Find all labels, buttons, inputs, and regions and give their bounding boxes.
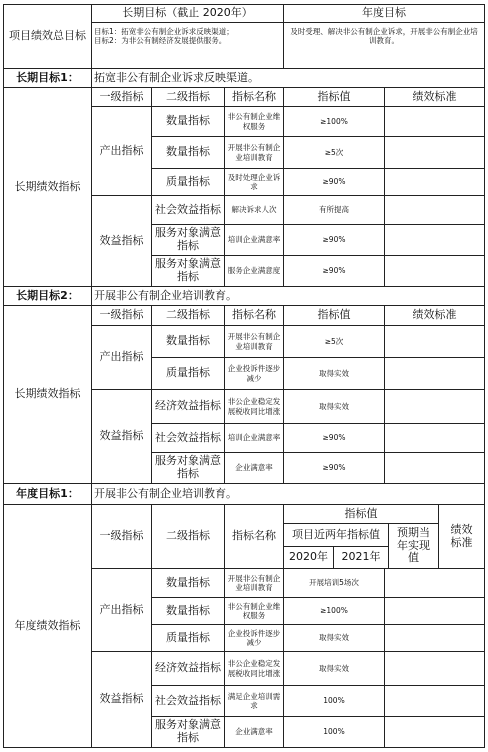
annual1-row6-name: 企业满意率 xyxy=(235,727,273,737)
goal2-level2-header: 二级指标 xyxy=(166,308,210,322)
annual1-output-label: 产出指标 xyxy=(99,602,144,616)
annual1-label: 年度目标1： xyxy=(16,486,79,500)
long-term-goal-text: 目标1：拓宽非公有制企业诉求反映渠道； 目标2：为非公有制经济发展提供服务。 xyxy=(94,27,234,46)
goal1-row3-name: 及时处理企业诉求 xyxy=(227,172,281,191)
annual1-row3-name: 企业投诉件逐步减少 xyxy=(227,628,281,647)
goal2-row3-value: 取得实效 xyxy=(319,401,349,411)
annual1-standard-header: 绩效标准 xyxy=(450,522,473,549)
annual1-row6-value: 100% xyxy=(323,727,345,737)
goal2-row3-name: 非公企业稳定发展税收同比增涨 xyxy=(227,397,281,416)
goal2-value-header: 指标值 xyxy=(317,308,351,322)
goal1-benefit-label: 效益指标 xyxy=(99,233,144,247)
annual1-name-header: 指标名称 xyxy=(232,529,276,543)
goal2-row3-level2: 经济效益指标 xyxy=(155,399,221,413)
goal1-row1-value: ≥100% xyxy=(320,116,348,126)
goal1-row4-level2: 社会效益指标 xyxy=(155,202,221,216)
goal1-row1-name: 非公有制企业维权服务 xyxy=(227,112,281,131)
annual1-row2-value: ≥100% xyxy=(320,606,348,616)
annual1-row4-value: 取得实效 xyxy=(319,663,349,673)
goal2-row1-level2: 数量指标 xyxy=(166,334,210,348)
goal2-row5-value: ≥90% xyxy=(322,463,346,473)
goal1-standard-header: 绩效标准 xyxy=(412,89,457,103)
annual1-recent-two-years-header: 项目近两年指标值 xyxy=(292,527,380,541)
annual1-year-2020-header: 2020年 xyxy=(289,550,328,564)
goal2-row4-name: 培训企业满意率 xyxy=(227,433,281,443)
annual1-row1-level2: 数量指标 xyxy=(166,575,210,589)
annual1-row5-level2: 社会效益指标 xyxy=(155,693,221,707)
goal1-section-label: 长期绩效指标 xyxy=(14,179,81,193)
annual1-section-label: 年度绩效指标 xyxy=(14,618,81,632)
annual1-year-2021-header: 2021年 xyxy=(341,550,381,564)
goal1-text: 拓宽非公有制企业诉求反映渠道。 xyxy=(94,70,259,84)
goal2-row2-level2: 质量指标 xyxy=(166,366,210,380)
goal2-level1-header: 一级指标 xyxy=(99,308,144,322)
annual1-row6-level2: 服务对象满意指标 xyxy=(155,718,221,744)
annual1-row4-level2: 经济效益指标 xyxy=(155,661,221,675)
annual1-row2-level2: 数量指标 xyxy=(166,603,210,617)
project-goal-label: 项目绩效总目标 xyxy=(9,29,86,43)
annual1-row3-level2: 质量指标 xyxy=(166,630,210,644)
goal1-name-header: 指标名称 xyxy=(232,89,276,103)
goal2-row2-name: 企业投诉件逐步减少 xyxy=(227,364,281,383)
goal1-row6-name: 服务企业满意度 xyxy=(227,266,281,276)
annual1-level2-header: 二级指标 xyxy=(166,529,210,543)
annual1-level1-header: 一级指标 xyxy=(99,529,144,543)
annual1-text: 开展非公有制企业培训教育。 xyxy=(94,486,237,500)
goal2-row5-level2: 服务对象满意指标 xyxy=(155,454,221,480)
goal1-level2-header: 二级指标 xyxy=(166,89,210,103)
goal2-row5-name: 企业满意率 xyxy=(235,463,273,473)
goal1-row4-name: 解决诉求人次 xyxy=(231,205,277,215)
annual1-row4-name: 非公企业稳定发展税收同比增涨 xyxy=(227,659,281,678)
goal2-text: 开展非公有制企业培训教育。 xyxy=(94,288,237,302)
goal2-row2-value: 取得实效 xyxy=(319,368,349,378)
annual1-benefit-label: 效益指标 xyxy=(99,692,144,706)
annual-goal-header: 年度目标 xyxy=(362,6,406,20)
goal1-row2-name: 开展非公有制企业培训教育 xyxy=(227,143,281,162)
goal1-value-header: 指标值 xyxy=(317,89,351,103)
goal2-output-label: 产出指标 xyxy=(99,350,144,364)
goal2-standard-header: 绩效标准 xyxy=(412,308,457,322)
goal2-section-label: 长期绩效指标 xyxy=(14,387,81,401)
annual1-value-group-header: 指标值 xyxy=(344,506,378,520)
goal2-benefit-label: 效益指标 xyxy=(99,429,144,443)
goal1-row1-level2: 数量指标 xyxy=(166,114,210,128)
goal1-row2-level2: 数量指标 xyxy=(166,145,210,159)
goal1-row3-level2: 质量指标 xyxy=(166,174,210,188)
annual1-row5-name: 满足企业培训需求 xyxy=(227,691,281,710)
goal2-name-header: 指标名称 xyxy=(232,308,276,322)
goal1-row5-value: ≥90% xyxy=(322,235,346,245)
goal1-level1-header: 一级指标 xyxy=(99,89,144,103)
goal1-row5-name: 培训企业满意率 xyxy=(227,235,281,245)
long-term-goal-header: 长期目标（截止 2020年） xyxy=(122,6,253,20)
goal1-row5-level2: 服务对象满意指标 xyxy=(155,226,221,252)
annual1-row1-name: 开展非公有制企业培训教育 xyxy=(227,573,281,592)
goal2-row4-value: ≥90% xyxy=(322,433,346,443)
goal1-row6-level2: 服务对象满意指标 xyxy=(155,257,221,283)
annual1-row1-value: 开展培训5场次 xyxy=(309,578,359,588)
goal2-row4-level2: 社会效益指标 xyxy=(155,430,221,444)
goal1-row4-value: 有所提高 xyxy=(319,205,349,215)
goal1-row2-value: ≥5次 xyxy=(324,147,344,157)
annual-goal-text: 及时受理、解决非公有制企业诉求，开展非公有制企业培训教育。 xyxy=(290,27,478,46)
goal1-label: 长期目标1： xyxy=(16,70,79,84)
goal1-output-label: 产出指标 xyxy=(99,143,144,157)
goal2-label: 长期目标2： xyxy=(16,288,79,302)
annual1-row5-value: 100% xyxy=(323,696,345,706)
goal1-row3-value: ≥90% xyxy=(322,177,346,187)
annual1-row3-value: 取得实效 xyxy=(319,633,349,643)
annual1-expected-header: 预期当年实现值 xyxy=(397,526,430,565)
goal1-row6-value: ≥90% xyxy=(322,266,346,276)
goal2-row1-value: ≥5次 xyxy=(324,336,344,346)
annual1-row2-name: 非公有制企业维权服务 xyxy=(227,601,281,620)
goal2-row1-name: 开展非公有制企业培训教育 xyxy=(227,332,281,351)
